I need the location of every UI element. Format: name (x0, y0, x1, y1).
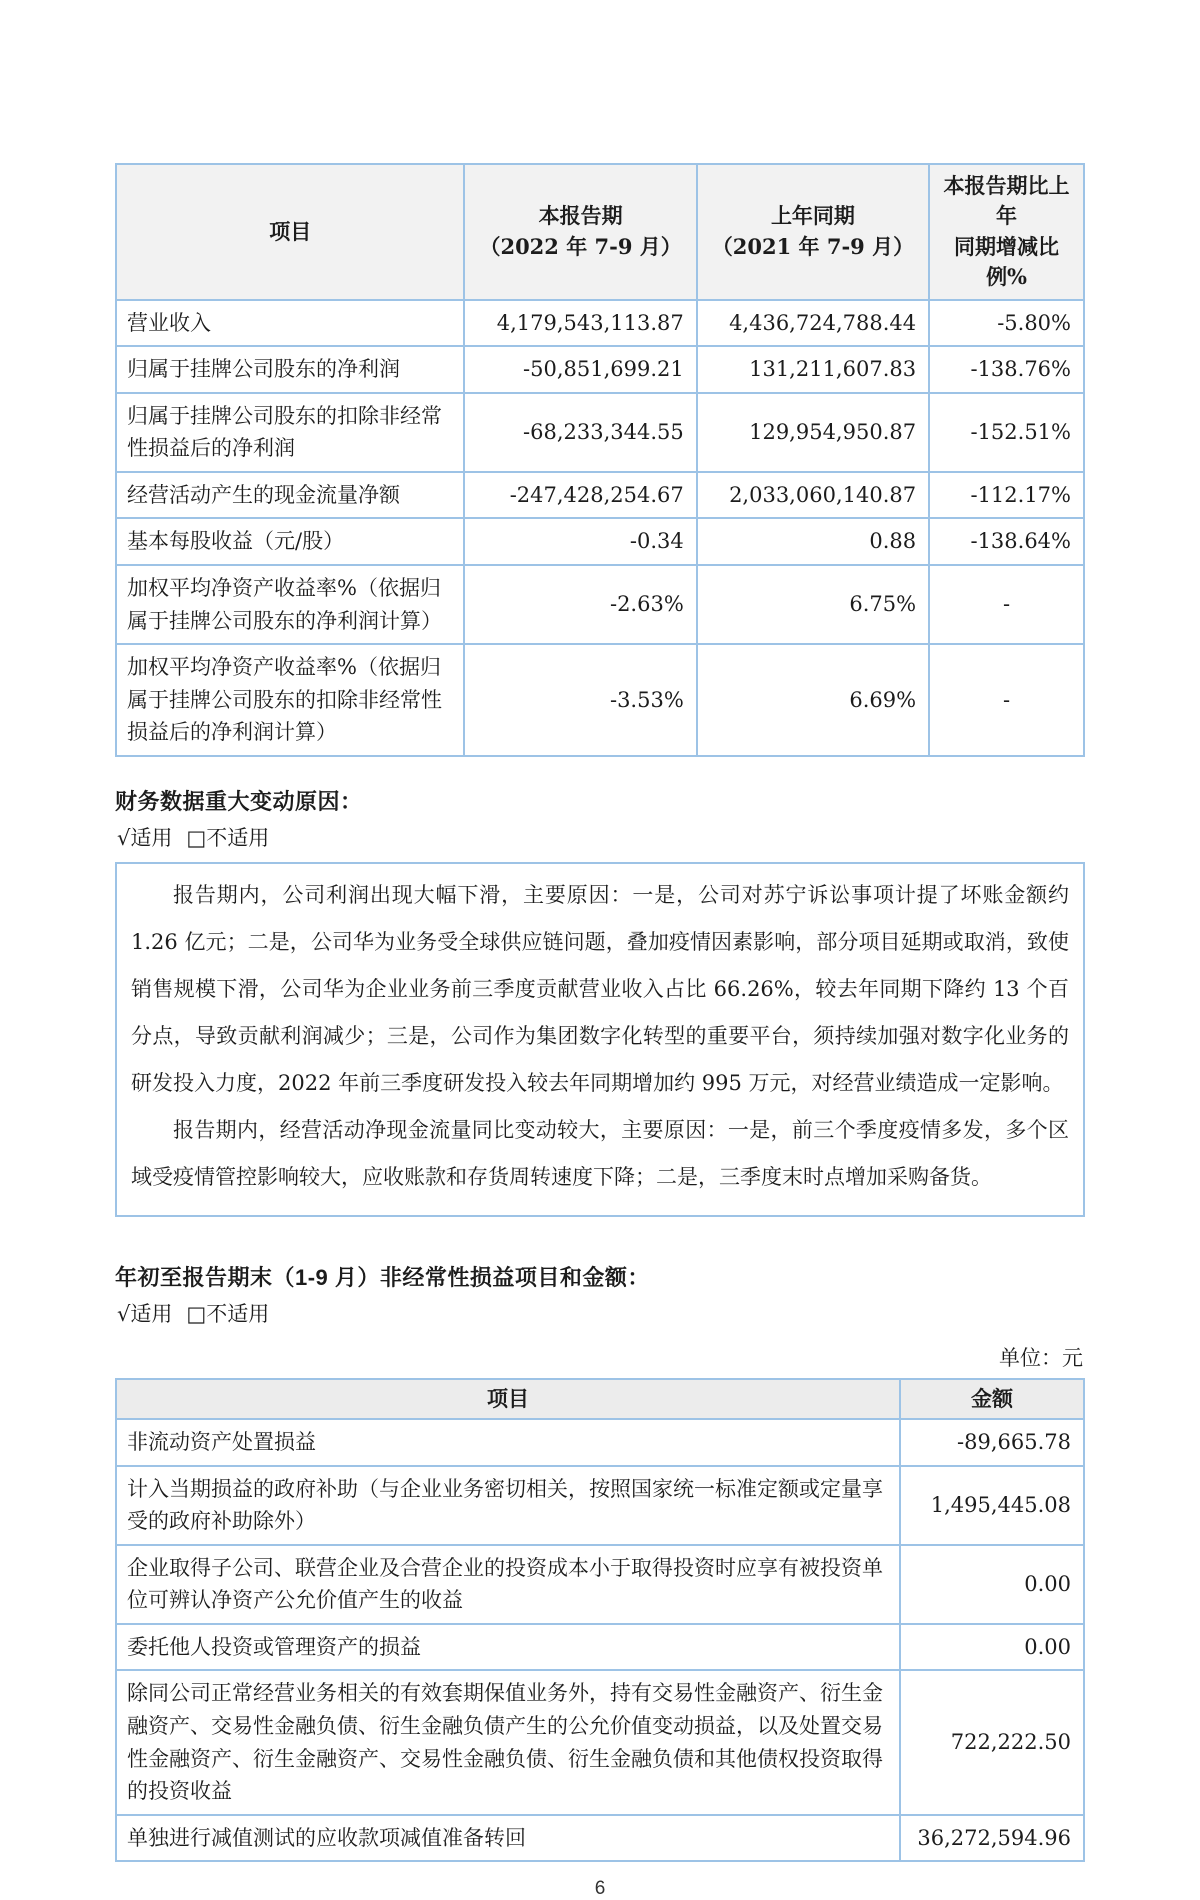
not-applicable-option: □不适用 (186, 825, 270, 850)
change-ratio-value: -5.80% (929, 300, 1084, 347)
applicable-checked-option: √适用 (117, 1301, 173, 1326)
header-line: 上年同期 (770, 203, 855, 229)
row-item-label: 加权平均净资产收益率%（依据归属于挂牌公司股东的净利润计算） (116, 565, 464, 644)
change-ratio-value: -112.17% (929, 472, 1084, 519)
row-item-label: 非流动资产处置损益 (116, 1419, 900, 1466)
table-row (116, 1815, 1084, 1862)
row-item-label: 归属于挂牌公司股东的扣除非经常性损益后的净利润 (116, 393, 464, 472)
applicable-checked-option: √适用 (117, 825, 173, 850)
amount-value: -89,665.78 (900, 1419, 1084, 1466)
prior-period-value: 131,211,607.83 (697, 346, 929, 393)
table-row (116, 300, 1084, 347)
column-header-amount: 金额 (900, 1379, 1084, 1419)
amount-value: 722,222.50 (900, 1670, 1084, 1814)
applicability-line (117, 1298, 1085, 1328)
change-ratio-value: -138.76% (929, 346, 1084, 393)
explanation-box (115, 862, 1085, 1217)
header-line: 本报告期 (538, 203, 623, 229)
prior-period-value: 6.69% (697, 644, 929, 756)
change-ratio-value: - (929, 644, 1084, 756)
prior-period-value: 0.88 (697, 518, 929, 565)
current-period-value: -0.34 (464, 518, 696, 565)
table-row (116, 1545, 1084, 1624)
prior-period-value: 2,033,060,140.87 (697, 472, 929, 519)
row-item-label: 经营活动产生的现金流量净额 (116, 472, 464, 519)
key-financials-table (115, 163, 1085, 757)
header-line: 同期增减比例% (954, 233, 1060, 290)
non-recurring-items-table (115, 1378, 1085, 1862)
current-period-value: -3.53% (464, 644, 696, 756)
table-row (116, 393, 1084, 472)
amount-value: 0.00 (900, 1545, 1084, 1624)
section-title-non-recurring-items: 年初至报告期末（1-9 月）非经常性损益项目和金额： (115, 1264, 650, 1290)
table-row (116, 1670, 1084, 1814)
amount-value: 36,272,594.96 (900, 1815, 1084, 1862)
prior-period-value: 129,954,950.87 (697, 393, 929, 472)
header-line: （2022 年 7-9 月） (479, 233, 682, 259)
row-item-label: 计入当期损益的政府补助（与企业业务密切相关，按照国家统一标准定额或定量享受的政府补助除外） (116, 1466, 900, 1545)
not-applicable-option: □不适用 (186, 1301, 270, 1326)
current-period-value: -50,851,699.21 (464, 346, 696, 393)
amount-value: 0.00 (900, 1624, 1084, 1671)
table-header-row (116, 164, 1084, 300)
column-header-current-period (464, 164, 696, 300)
change-ratio-value: - (929, 565, 1084, 644)
row-item-label: 归属于挂牌公司股东的净利润 (116, 346, 464, 393)
table-row (116, 1419, 1084, 1466)
row-item-label: 委托他人投资或管理资产的损益 (116, 1624, 900, 1671)
unit-label: 单位：元 (999, 1345, 1083, 1370)
row-item-label: 加权平均净资产收益率%（依据归属于挂牌公司股东的扣除非经常性损益后的净利润计算） (116, 644, 464, 756)
table-row (116, 518, 1084, 565)
table-row (116, 565, 1084, 644)
section-title-financial-change-reasons: 财务数据重大变动原因： (115, 788, 363, 814)
explanation-paragraph: 报告期内，公司利润出现大幅下滑，主要原因：一是，公司对苏宁诉讼事项计提了坏账金额约 1.26 亿元；二是，公司华为业务受全球供应链问题，叠加疫情因素影响，部分项目延期或取消，致使销售规模下滑，公司华为企业业务前三季度贡献营业收入占比 66.26%，较去年同期下降约 13 个百分点，导致贡献利润减少；三是，公司作为集团数字化转型的重要平台，须持续加强对数字化业务的研发投入力度，2022 年前三季度研发投入较去年同期增加约 995 万元，对经营业绩造成一定影响。 (131, 882, 1069, 1095)
header-line: 本报告期比上年 (943, 173, 1070, 229)
table-header-row (116, 1379, 1084, 1419)
change-ratio-value: -138.64% (929, 518, 1084, 565)
change-ratio-value: -152.51% (929, 393, 1084, 472)
column-header-item: 项目 (116, 1379, 900, 1419)
current-period-value: -2.63% (464, 565, 696, 644)
prior-period-value: 4,436,724,788.44 (697, 300, 929, 347)
applicability-line (117, 822, 1085, 852)
current-period-value: -247,428,254.67 (464, 472, 696, 519)
header-line: （2021 年 7-9 月） (711, 233, 915, 259)
row-item-label: 企业取得子公司、联营企业及合营企业的投资成本小于取得投资时应享有被投资单位可辨认净资产公允价值产生的收益 (116, 1545, 900, 1624)
column-header-change-ratio (929, 164, 1084, 300)
row-item-label: 除同公司正常经营业务相关的有效套期保值业务外，持有交易性金融资产、衍生金融资产、交易性金融负债、衍生金融负债产生的公允价值变动损益，以及处置交易性金融资产、衍生金融资产、交易性金融负债、衍生金融负债和其他债权投资取得的投资收益 (116, 1670, 900, 1814)
row-item-label: 基本每股收益（元/股） (116, 518, 464, 565)
table-row (116, 1624, 1084, 1671)
table-row (116, 346, 1084, 393)
table-row (116, 472, 1084, 519)
column-header-item: 项目 (116, 164, 464, 300)
column-header-prior-period (697, 164, 929, 300)
current-period-value: -68,233,344.55 (464, 393, 696, 472)
current-period-value: 4,179,543,113.87 (464, 300, 696, 347)
amount-value: 1,495,445.08 (900, 1466, 1084, 1545)
table-row (116, 644, 1084, 756)
page-number: 6 (594, 1878, 606, 1900)
row-item-label: 单独进行减值测试的应收款项减值准备转回 (116, 1815, 900, 1862)
table-row (116, 1466, 1084, 1545)
row-item-label: 营业收入 (116, 300, 464, 347)
explanation-paragraph: 报告期内，经营活动净现金流量同比变动较大，主要原因：一是，前三个季度疫情多发，多个区域受疫情管控影响较大，应收账款和存货周转速度下降；二是，三季度末时点增加采购备货。 (131, 1117, 1069, 1189)
prior-period-value: 6.75% (697, 565, 929, 644)
